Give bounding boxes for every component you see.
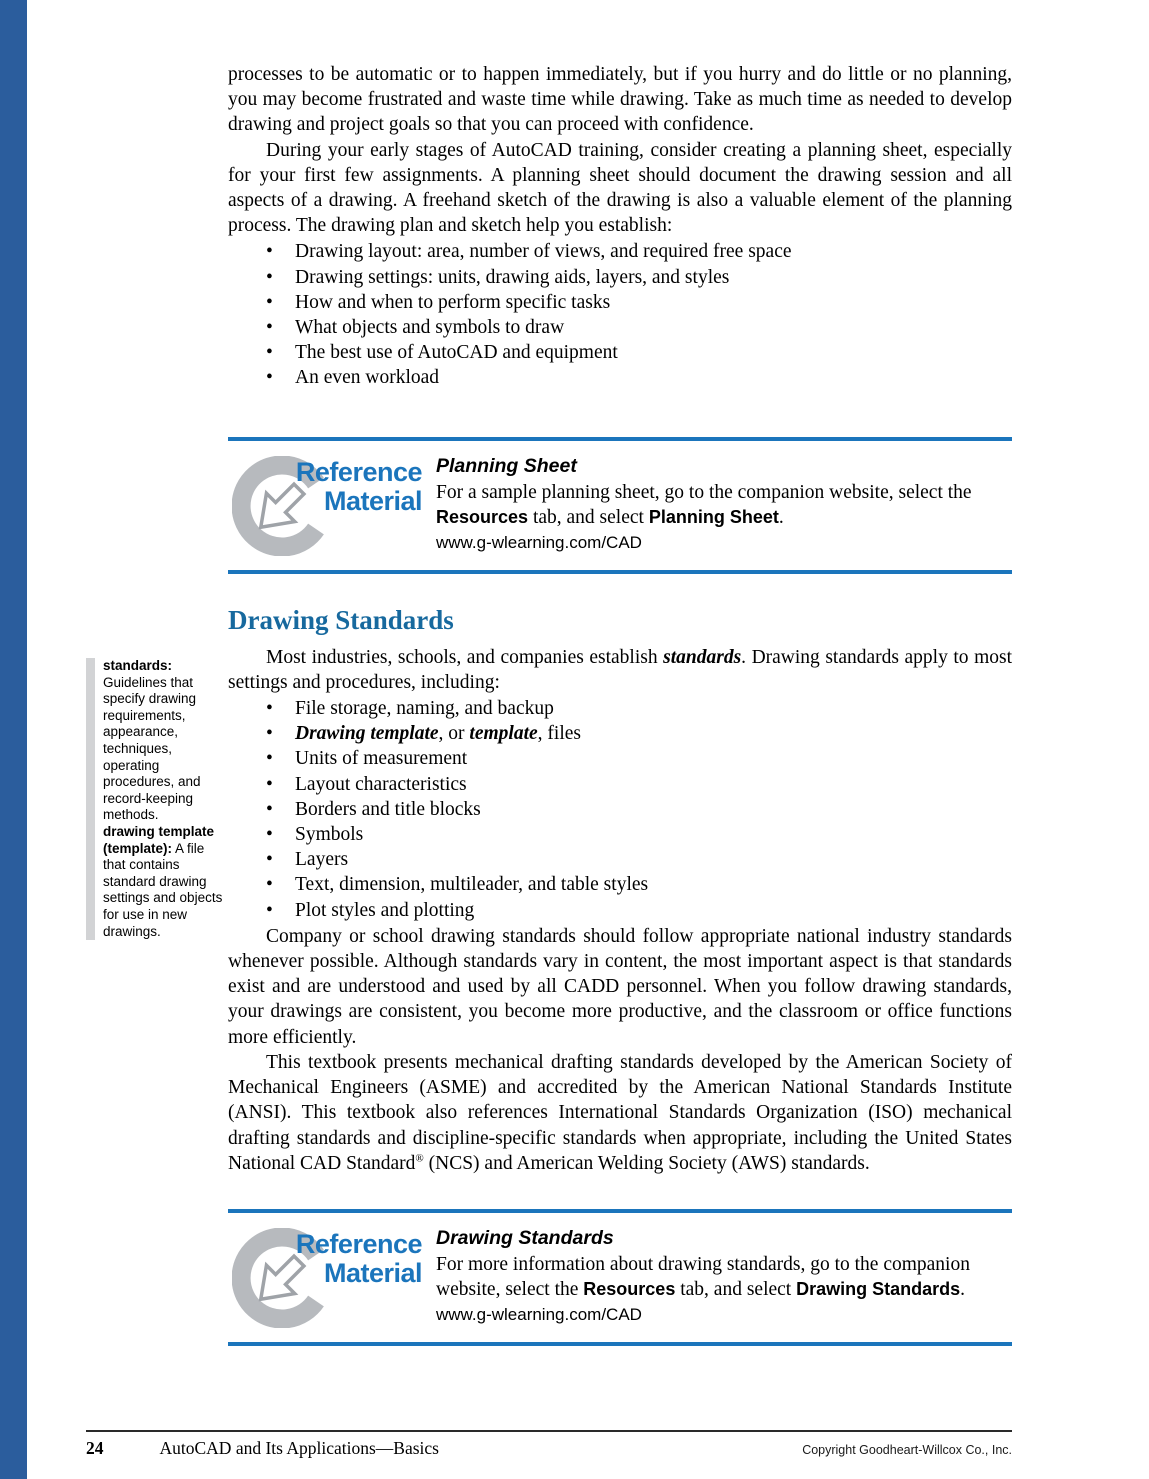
page-footer (86, 1430, 1012, 1459)
text-run: For more information about drawing standards, go to the companion website, select the (436, 1253, 970, 1300)
list-item: • File storage, naming, and backup (228, 696, 1012, 721)
text-run: This textbook presents mechanical drafting standards developed by the American Society of Mechanical Engineers (ASME) and accredited by the American National Standards Institute (ANSI). This textbook also references International Standards Organization (ISO) mechanical drafting standards and discipline-specific standards when appropriate, including the United States National CAD Standard (228, 1051, 1012, 1174)
reference-box-body (436, 480, 1012, 530)
list-item: • Layers (228, 847, 1012, 872)
text-run-key-term: Drawing template (295, 723, 439, 745)
list-item: • Plot styles and plotting (228, 898, 1012, 923)
chapter-edge-bar (0, 0, 27, 1479)
text-run-bold: Resources (583, 1278, 676, 1299)
list-item: • Borders and title blocks (228, 797, 1012, 822)
paragraph: processes to be automatic or to happen immediately, but if you hurry and do little or no planning, you may become frustrated and waste time while drawing. Take as much time as needed to develop drawing and project goals so that you can proceed with confidence. (228, 64, 1012, 136)
text-run: . (778, 506, 784, 528)
text-run: , or (438, 723, 470, 745)
bullet-list-standards (228, 696, 1012, 923)
reference-box-title: Planning Sheet (436, 454, 577, 477)
text-run: tab, and select (528, 506, 649, 528)
list-item (228, 721, 1012, 746)
text-run: tab, and select (675, 1278, 797, 1300)
reference-material-logo (228, 454, 424, 558)
list-item: • What objects and symbols to draw (228, 315, 1012, 340)
list-item: • Drawing settings: units, drawing aids, layers, and styles (228, 265, 1012, 290)
text-run: Most industries, schools, and companies establish (266, 646, 664, 668)
footer-book-title: AutoCAD and Its Applications—Basics (159, 1438, 439, 1458)
reference-material-logo (228, 1226, 424, 1330)
reference-material-wordmark (296, 458, 422, 516)
footer-copyright: Copyright Goodheart-Willcox Co., Inc. (802, 1443, 1012, 1457)
text-run: . (960, 1278, 965, 1300)
list-item: • Layout characteristics (228, 772, 1012, 797)
text-run-key-term: standards (663, 646, 742, 668)
list-item: • Text, dimension, multileader, and table styles (228, 872, 1012, 897)
paragraph (228, 645, 1012, 695)
list-item: • Symbols (228, 822, 1012, 847)
companion-website-url: www.g-wlearning.com/CAD (436, 1304, 642, 1324)
list-item: • The best use of AutoCAD and equipment (228, 340, 1012, 365)
margin-note-definition: Guidelines that specify drawing requirements, appearance, techniques, operating procedures, and record-keeping methods. (103, 674, 201, 823)
wordmark-line: Reference (295, 456, 422, 487)
reference-material-box-drawing-standards (228, 1209, 1012, 1346)
margin-note-drawing-template (86, 824, 224, 940)
companion-website-url: www.g-wlearning.com/CAD (436, 532, 642, 552)
wordmark-line: Material (323, 485, 422, 516)
page-number: 24 (86, 1438, 104, 1458)
paragraph: Company or school drawing standards should follow appropriate national industry standards whenever possible. Although standards vary in content, the most important aspect is that standards exist and are understood and used by all CADD personnel. When you follow drawing standards, your drawings are consistent, you become more productive, and the classroom or office functions more efficiently. (228, 925, 1012, 1048)
list-item: • Units of measurement (228, 746, 1012, 771)
wordmark-line: Reference (295, 1228, 422, 1259)
text-run-bold: Planning Sheet (648, 506, 779, 527)
section-heading-drawing-standards: Drawing Standards (228, 604, 454, 635)
text-run: For a sample planning sheet, go to the companion website, select the (436, 481, 972, 503)
text-run: . Drawing standards apply to most settings and procedures, including: (228, 646, 1012, 693)
bullet-list-planning (228, 239, 1012, 390)
margin-note-standards (86, 658, 224, 824)
reference-material-wordmark (296, 1230, 422, 1288)
text-run-bold: Resources (436, 506, 529, 527)
margin-note-term: standards: (103, 658, 173, 673)
main-text-column (228, 62, 1012, 1346)
list-item: • Drawing layout: area, number of views, and required free space (228, 239, 1012, 264)
paragraph (228, 1050, 1012, 1176)
reference-box-text (424, 1226, 1012, 1327)
reference-material-box-planning-sheet (228, 437, 1012, 574)
text-run: , files (537, 723, 581, 745)
wordmark-line: Material (323, 1257, 422, 1288)
text-run-bold: Drawing Standards (796, 1278, 961, 1299)
margin-note-definition: A file that contains standard drawing settings and objects for use in new drawings. (103, 840, 223, 939)
text-run: (NCS) and American Welding Society (AWS) standards. (423, 1152, 870, 1174)
list-item: • How and when to perform specific tasks (228, 290, 1012, 315)
text-run-key-term: template (469, 723, 538, 745)
reference-box-body (436, 1252, 1012, 1302)
reference-box-text (424, 454, 1012, 555)
margin-note-term: drawing template (template): (103, 824, 215, 856)
list-item: • An even workload (228, 365, 1012, 390)
reference-box-title: Drawing Standards (436, 1226, 614, 1249)
registered-trademark-symbol: ® (415, 1152, 424, 1165)
paragraph: During your early stages of AutoCAD training, consider creating a planning sheet, especially for your first few assignments. A planning sheet should document the drawing session and all aspects of a drawing. A freehand sketch of the drawing is also a valuable element of the planning process. The drawing plan and sketch help you establish: (228, 139, 1012, 237)
